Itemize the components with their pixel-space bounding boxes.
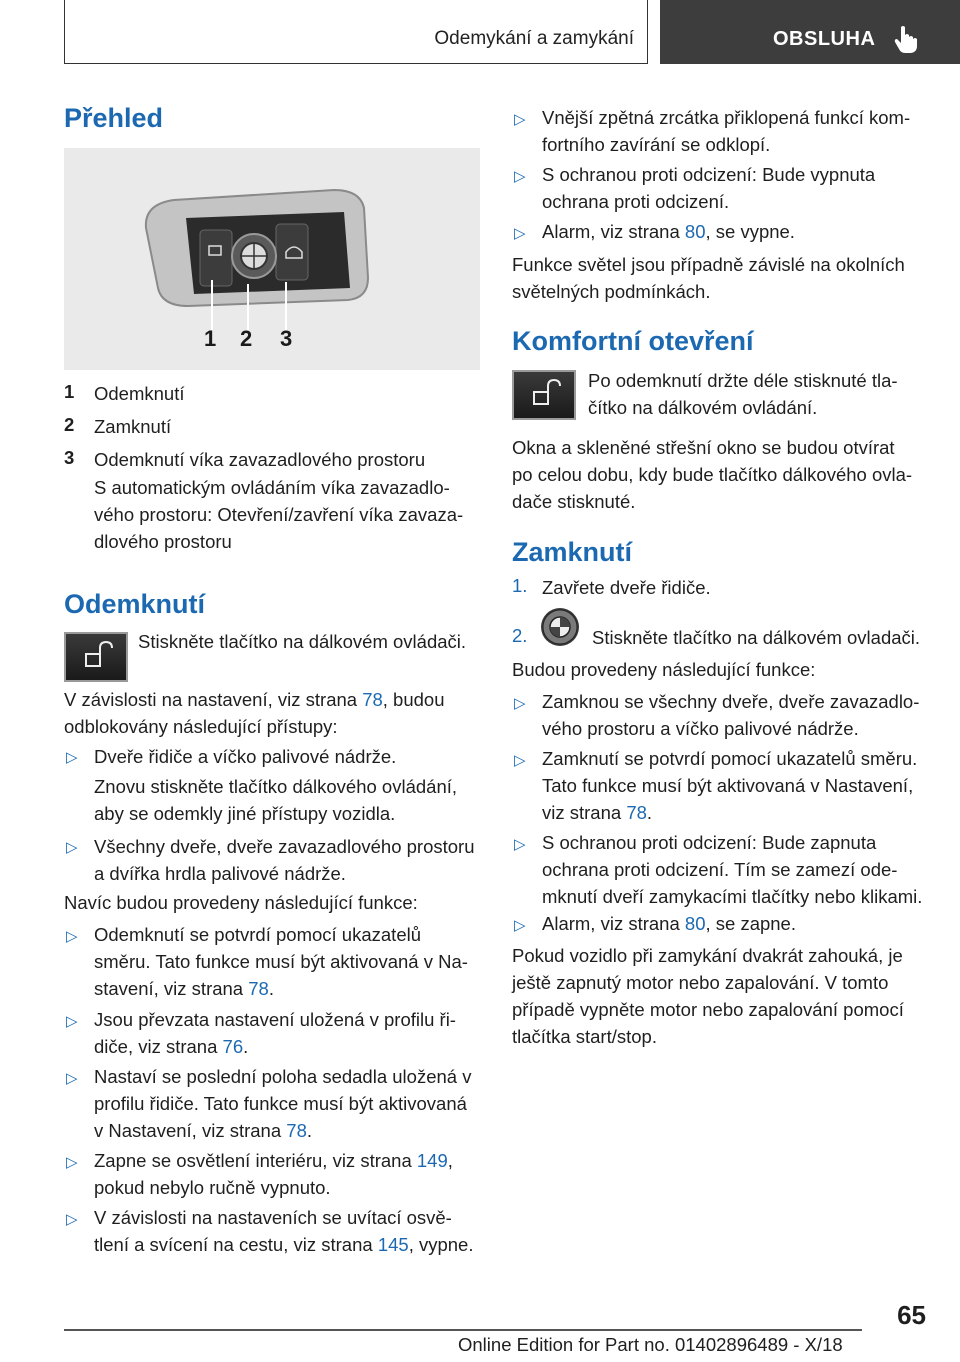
bullet-triangle-icon: ▷: [66, 1154, 78, 1171]
bullet-triangle-icon: ▷: [514, 225, 526, 242]
bullet-triangle-icon: ▷: [66, 839, 78, 856]
bullet-triangle-icon: ▷: [514, 917, 526, 934]
page-link[interactable]: 78: [286, 1120, 307, 1141]
bullet-text: Všechny dveře, dveře zavazadlového prostoru a dvířka hrdla palivové nádrže.: [94, 836, 475, 884]
bullet-triangle-icon: ▷: [514, 111, 526, 128]
comfort-button-text: Po odemknutí držte déle stisknuté tla- čítko na dálkovém ovládání.: [588, 370, 898, 418]
bullet-text: Nastaví se poslední poloha sedadla uložená v profilu řidiče. Tato funkce musí být aktivovaná v Nastavení, viz strana 78.: [94, 1066, 472, 1141]
bullet-text: Zamknutí se potvrdí pomocí ukazatelů směru. Tato funkce musí být aktivovaná v Nastavení, viz strana 78.: [542, 748, 918, 823]
page-link[interactable]: 78: [362, 689, 383, 710]
bullet-triangle-icon: ▷: [514, 836, 526, 853]
overview-heading: Přehled: [64, 103, 164, 133]
page-link[interactable]: 78: [248, 978, 269, 999]
unlock-icon: [514, 372, 574, 418]
figure-label-3: 3: [280, 326, 293, 351]
unlock-button-text: Stiskněte tlačítko na dálkovém ovládači.: [138, 631, 467, 652]
step-text: Zavřete dveře řidiče.: [542, 577, 711, 598]
lock-functions: Budou provedeny následující funkce:: [512, 659, 816, 680]
step-number: 1.: [512, 575, 528, 596]
lock-heading: Zamknutí: [512, 537, 633, 567]
footer-divider: [64, 1329, 862, 1331]
bullet-text: V závislosti na nastaveních se uvítací osvě- tlení a svícení na cestu, viz strana 145, vypne.: [94, 1207, 474, 1255]
comfort-paragraph: Okna a skleněné střešní okno se budou otvírat po celou dobu, kdy bude tlačítko dálkového ovla- dače stisknuté.: [512, 437, 913, 512]
edition-note: Online Edition for Part no. 01402896489 - X/18: [458, 1334, 843, 1355]
legend-num: 2: [64, 414, 75, 435]
bullet-text: Jsou převzata nastavení uložená v profilu ři- diče, viz strana 76.: [94, 1009, 456, 1057]
bullet-text: S ochranou proti odcizení: Bude vypnuta ochrana proti odcizení.: [542, 164, 876, 212]
figure-label-2: 2: [240, 326, 253, 351]
unlock-heading: Odemknutí: [64, 589, 206, 619]
bullet-triangle-icon: ▷: [66, 1211, 78, 1228]
bullet-triangle-icon: ▷: [66, 1013, 78, 1030]
chapter-label: OBSLUHA: [773, 28, 876, 50]
unlock-button-image: [64, 632, 128, 682]
lights-paragraph: Funkce světel jsou případně závislé na okolních světelných podmínkách.: [512, 254, 905, 302]
legend-text: Odemknutí: [94, 383, 185, 404]
legend-text: Odemknutí víka zavazadlového prostoru: [94, 449, 426, 470]
bullet-text: Dveře řidiče a víčko palivové nádrže.: [94, 746, 397, 767]
hand-pointer-icon: [892, 24, 920, 54]
page-link[interactable]: 80: [684, 221, 706, 242]
step-number: 2.: [512, 625, 528, 646]
legend-num: 3: [64, 447, 75, 468]
bullet-triangle-icon: ▷: [514, 168, 526, 185]
bullet-triangle-icon: ▷: [66, 749, 78, 766]
bullet-text: Alarm, viz strana 80, se vypne.: [542, 221, 795, 242]
page-link[interactable]: 80: [684, 913, 706, 934]
page-link[interactable]: 145: [377, 1234, 409, 1255]
unlock-paragraph: V závislosti na nastavení, viz strana 78, budou odblokovány následující přístupy:: [64, 689, 445, 737]
legend-text: Zamknutí: [94, 416, 172, 437]
page-link[interactable]: 76: [222, 1036, 244, 1057]
bullet-text: Odemknutí se potvrdí pomocí ukazatelů směru. Tato funkce musí být aktivovaná v Na- stavení, viz strana 78.: [94, 924, 468, 999]
bullet-triangle-icon: ▷: [514, 695, 526, 712]
figure-label-1: 1: [204, 326, 217, 351]
comfort-heading: Komfortní otevření: [512, 326, 754, 356]
key-fob-figure: [64, 148, 480, 370]
bullet-text: Alarm, viz strana 80, se zapne.: [542, 913, 796, 934]
bullet-triangle-icon: ▷: [66, 928, 78, 945]
unlock-icon: [66, 634, 126, 680]
legend-note: S automatickým ovládáním víka zavazadlo- vého prostoru: Otevření/zavření víka zavaza- dlového prostoru: [94, 477, 464, 552]
step-text: Stiskněte tlačítko na dálkovém ovladači.: [592, 627, 921, 648]
bullet-text: Vnější zpětná zrcátka přiklopená funkcí kom- fortního zavírání se odklopí.: [542, 107, 911, 155]
bmw-logo-button-icon: [540, 607, 580, 647]
page-number: 65: [897, 1300, 926, 1330]
bullet-text: Zamknou se všechny dveře, dveře zavazadlo- vého prostoru a víčko palivové nádrže.: [542, 691, 920, 739]
bullet-triangle-icon: ▷: [66, 1070, 78, 1087]
more-functions: Navíc budou provedeny následující funkce:: [64, 892, 418, 913]
horn-paragraph: Pokud vozidlo při zamykání dvakrát zahouká, je ještě zapnutý motor nebo zapalování. V tomto případě vypněte motor nebo zapalování pomocí tlačítka start/stop.: [512, 945, 904, 1047]
unlock-button-image: [512, 370, 576, 420]
legend-num: 1: [64, 381, 75, 402]
bullet-subtext: Znovu stiskněte tlačítko dálkového ovládání, aby se odemkly jiné přístupy vozidla.: [94, 776, 458, 824]
bullet-text: S ochranou proti odcizení: Bude zapnuta ochrana proti odcizení. Tím se zamezí ode- mknutí dveří zamykacími tlačítky nebo klikami.: [542, 832, 923, 907]
page-link[interactable]: 78: [626, 802, 647, 823]
section-title: Odemykání a zamykání: [434, 28, 634, 49]
bullet-text: Zapne se osvětlení interiéru, viz strana 149, pokud nebylo ručně vypnuto.: [94, 1150, 453, 1198]
page-link[interactable]: 149: [416, 1150, 448, 1171]
bullet-triangle-icon: ▷: [514, 752, 526, 769]
